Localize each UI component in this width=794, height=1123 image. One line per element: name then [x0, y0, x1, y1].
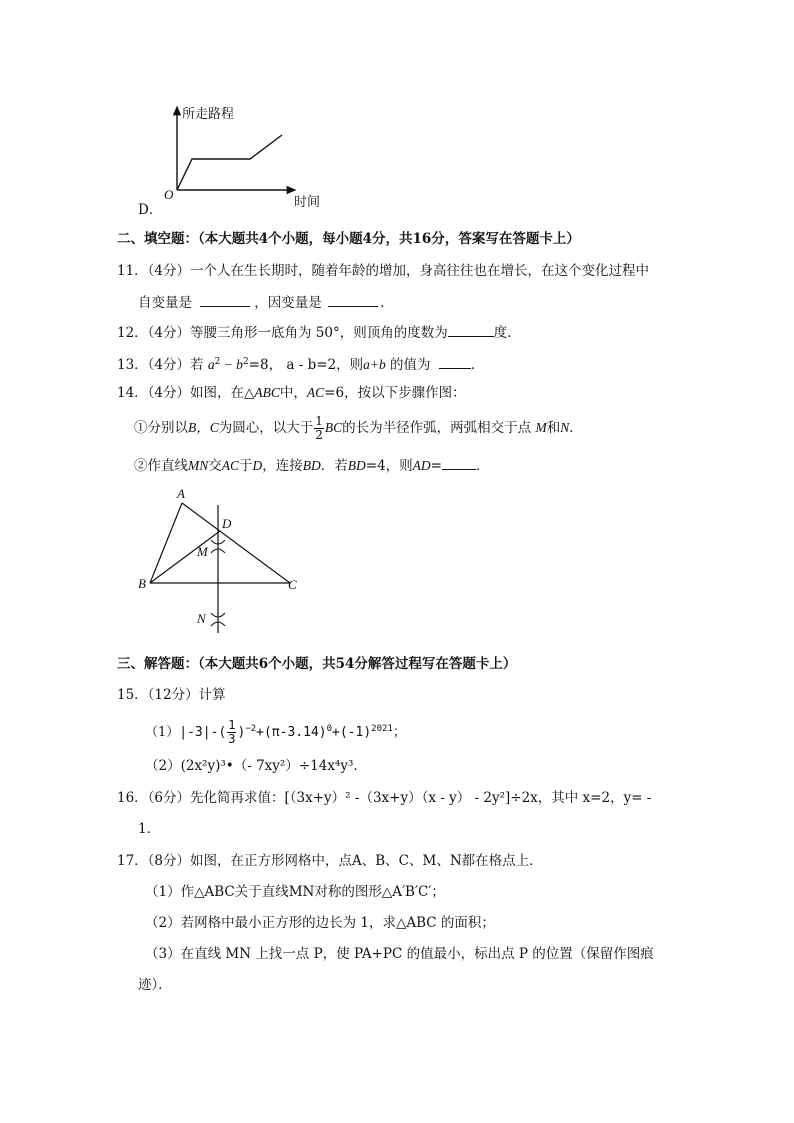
q14-half-fraction [314, 415, 324, 442]
q15-part1 [145, 712, 406, 750]
graph-path [177, 135, 282, 190]
q14-s2-n: ． [475, 458, 490, 474]
q13-apb: a+b [363, 357, 386, 372]
q14-s2-g: ，连接 [262, 458, 303, 474]
q15-p1-f: ； [392, 725, 406, 740]
label-b: B [138, 576, 146, 591]
q14-s1-d: BC [324, 420, 343, 435]
q17-part1: （1）作△ABC关于直线MN对称的图形△A′B′C′； [145, 884, 445, 900]
label-c: C [288, 577, 297, 592]
q14-s2-m: = [430, 458, 442, 474]
q14-ac: AC [306, 385, 325, 400]
triangle-figure [130, 485, 310, 640]
section2-heading: 二、填空题：（本大题共4个小题，每小题4分，共16分，答案写在答题卡上） [117, 231, 580, 247]
triangle-construction [130, 485, 310, 640]
q13-b: − b [223, 357, 243, 372]
q17-line1: 17．（8分）如图，在正方形网格中，点A、B、C、M、N都在格点上． [117, 853, 543, 869]
q14-s2-b: MN [188, 458, 209, 473]
q14-blank [442, 455, 476, 470]
q15-frac-den: 3 [228, 732, 236, 746]
q15-title: 15．（12分）计算 [117, 687, 226, 703]
label-m: M [197, 544, 208, 559]
q13-prefix: 13．（4分）若 [117, 357, 204, 373]
q14-abc: ABC [254, 385, 280, 400]
q14-s2-c: 交 [208, 458, 222, 474]
q11-end: ． [380, 295, 394, 311]
q14-s1-e: 的长为半径作弧，两弧相交于点 [342, 420, 532, 436]
q13-a: a [207, 357, 215, 372]
label-a: A [177, 486, 185, 501]
q15-p1-d: +(π-3.14) [256, 725, 327, 740]
q14-s1-c: 为圆心，以大于 [218, 420, 314, 436]
q14-s2-l: AD [412, 458, 431, 473]
q17-part3-cont: 迹）． [138, 977, 172, 993]
q14-s2-k: =4，则 [365, 458, 413, 474]
q14-frac-den: 2 [315, 428, 323, 442]
q12-text: 12．（4分）等腰三角形一底角为 50°，则顶角的度数为 [117, 325, 448, 341]
label-d: D [222, 516, 232, 531]
q11-indep-label: 自变量是 [138, 295, 192, 311]
q14-s2-h: BD [302, 458, 321, 473]
q14-s2-i: ．若 [320, 458, 348, 474]
graph-d [130, 95, 350, 220]
q14-s2-d: AC [221, 458, 240, 473]
q11-line2 [138, 292, 394, 312]
q13-eq1-end: =8， [248, 357, 283, 373]
q14-line1 [117, 384, 466, 402]
q15-p1-b: |-3|-( [179, 725, 227, 740]
q14-text-c: =6，按以下步骤作图： [324, 385, 466, 401]
q15-frac-num: 1 [228, 718, 236, 732]
q14-step1 [134, 412, 583, 444]
q17-part3: （3）在直线 MN 上找一点 P，使 PA+PC 的值最小，标出点 P 的位置（保留作图痕 [145, 946, 654, 962]
q13-blank [439, 354, 471, 369]
q15-exp1: −2 [245, 724, 257, 734]
q14-s2-j: BD [347, 458, 366, 473]
q14-s1-a: ①分别以 [134, 420, 188, 436]
q15-third-fraction [227, 719, 236, 746]
q13-tail: 的值为 [390, 357, 431, 373]
q12-blank [448, 322, 494, 337]
q14-text-b: 中， [279, 385, 307, 401]
q14-s2-f: D [252, 458, 263, 473]
label-n: N [197, 611, 206, 626]
section3-heading: 三、解答题：（本大题共6个小题，共54分解答过程写在答题卡上） [117, 656, 517, 672]
option-d-label: D． [138, 202, 163, 218]
q11-blank-2 [328, 292, 378, 307]
q14-s1-g: 和 [546, 420, 561, 436]
q13: 13．（4分）若 $a^2 - b^2=8$， a - b=2，则a+b 的值为 ． [117, 353, 484, 374]
q11-line1: 11．（4分）一个人在生长期时，随着年龄的增加，身高往往也在增长，在这个变化过程中 [117, 263, 650, 279]
y-axis-label: 所走路程 [182, 107, 235, 122]
q14-s1-h: N [560, 420, 570, 435]
q15-exp3: 2021 [371, 724, 393, 734]
q12 [117, 322, 521, 342]
q13-end: ． [470, 357, 485, 373]
q11-blank-1 [200, 292, 250, 307]
q13-eq2: a - b=2，则 [286, 357, 364, 373]
q15-p1-e: +(-1) [332, 725, 372, 740]
q15-p1-c: ) [237, 725, 246, 740]
q14-s1-i: ． [569, 420, 583, 436]
q15-exp2: 0 [326, 724, 333, 734]
x-axis-label: 时间 [294, 195, 321, 210]
q15-part2: （2）(2x²y)³•（- 7xy²）÷14x⁴y³． [145, 758, 367, 774]
q16-line2: 1． [138, 821, 161, 837]
q12-end: 度． [493, 325, 521, 341]
q14-s2-a: ②作直线 [134, 458, 188, 474]
q17-part2: （2）若网格中最小正方形的边长为 1，求△ABC 的面积； [145, 915, 495, 931]
q14-frac-num: 1 [315, 414, 323, 428]
q14-step2 [134, 455, 489, 475]
q11-dep-label: ，因变量是 [254, 295, 322, 311]
origin-label: O [164, 187, 174, 202]
q16-line1: 16．（6分）先化简再求值：[（3x+y）² -（3x+y）（x - y） - 2y²]÷2x，其中 x=2，y= - [117, 790, 652, 806]
q14-s1-b: B，C [188, 420, 219, 435]
q15-p1-num: （1） [145, 725, 180, 740]
q14-s2-e: 于 [239, 458, 253, 474]
q14-text-a: 14．（4分）如图，在△ [117, 385, 255, 401]
q14-s1-f: M [535, 420, 547, 435]
